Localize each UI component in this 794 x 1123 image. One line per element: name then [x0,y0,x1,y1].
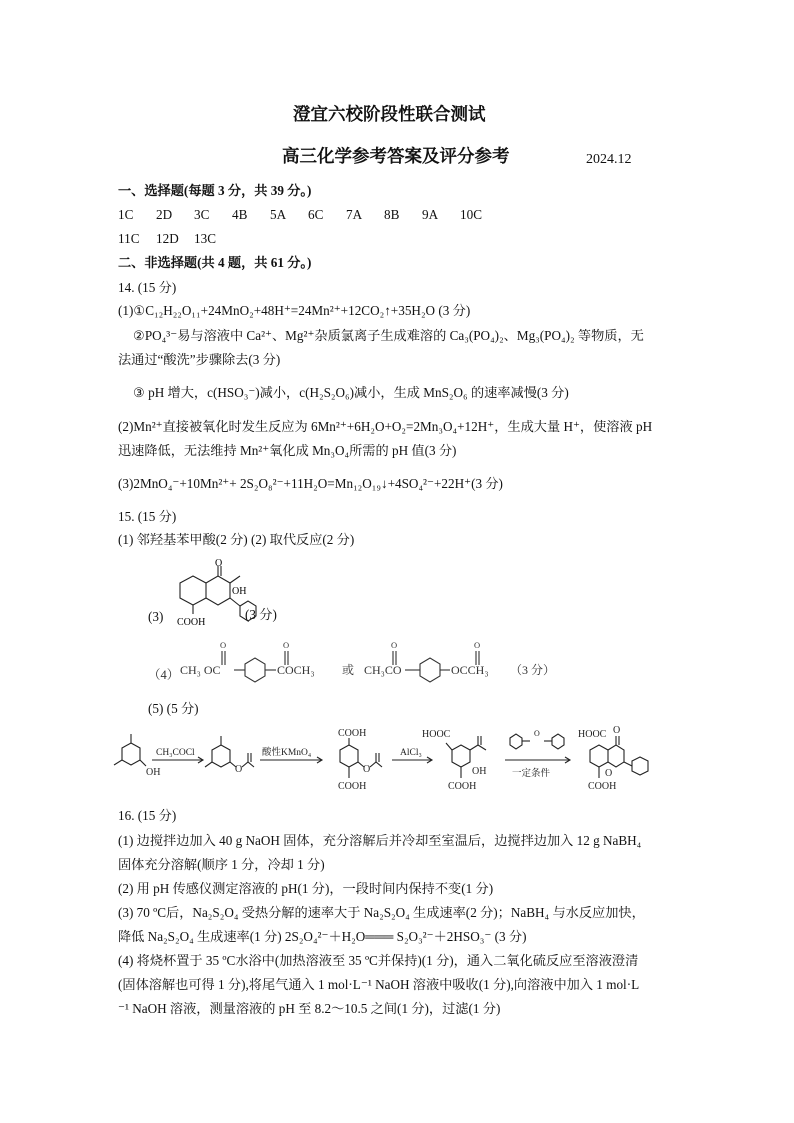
q16-line: (2) 用 pH 传感仪测定溶液的 pH(1 分)，一段时间内保持不变(1 分) [118,881,494,896]
q16-line: (3) 70 ºC后，Na₂S₂O₄ 受热分解的速率大于 Na₂S₂O₄ 生成速率(2 分)；NaBH₄ 与水反应加快， [118,905,645,920]
q15-part5-label: (5) (5 分) [148,701,199,716]
q14-line: ②PO₄³⁻易与溶液中 Ca²⁺、Mg²⁺杂质氯离子生成难溶的 Ca₃(PO₄)₂、Mg₃(PO₄)₂ 等物质，无 [133,328,644,343]
answer-item: 3C [194,207,210,222]
q16-line: (固体溶解也可得 1 分),将尾气通入 1 mol·L⁻¹ NaOH 溶液中吸收(1 分),向溶液中加入 1 mol·L [118,977,640,992]
answer-item: 6C [308,207,324,222]
q15-line: (1) 邻羟基苯甲酸(2 分) (2) 取代反应(2 分) [118,532,355,547]
ring-o-label: O [605,768,613,779]
answer-item: 2D [156,207,173,222]
reagent-condition: 一定条件 [512,769,551,779]
ester-o-label: O [363,764,371,775]
answer-item: 11C [118,231,140,246]
reactant-oh-label: OH [146,767,161,778]
q15-part3-label: (3) [148,609,164,624]
answer-row-1 [118,206,498,224]
date-label: 2024.12 [586,152,632,167]
q15-heading: 15. (15 分) [118,509,177,524]
q16-line: ⁻¹ NaOH 溶液，测量溶液的 pH 至 8.2～10.5 之间(1 分)，过滤(1 分) [118,1001,501,1016]
carbonyl-o-label: O [474,640,481,650]
answer-item: 13C [194,231,216,246]
ester-o-label: O [235,764,243,775]
page-subtitle: 高三化学参考答案及评分参考 [282,147,510,167]
cooh-label: COOH [338,728,367,739]
carbonyl-o-label: O [391,640,398,650]
ester-right-a: CH₃CO [364,663,402,677]
q15-part4-label: （4） [148,668,180,682]
structure-oh-label: OH [232,586,247,597]
answer-item: 8B [384,207,400,222]
diester-structures [180,636,600,692]
reagent-alcl3: AlCl₃ [400,748,422,758]
q14-line: 迅速降低，无法维持 Mn²⁺氧化成 Mn₃O₄所需的 pH 值(3 分) [118,443,457,458]
q14-line: (2)Mn²⁺直接被氧化时发生反应为 6Mn²⁺+6H₂O+O₂=2Mn₃O₄+12H⁺，生成大量 H⁺，使溶液 pH [118,419,653,434]
q16-line: (1) 边搅拌边加入 40 g NaOH 固体，充分溶解后并冷却至室温后，边搅拌边加入 12 g NaBH₄ [118,833,642,848]
answer-item: 7A [346,207,363,222]
answer-item: 4B [232,207,248,222]
structure-cooh-label: COOH [177,617,206,628]
q16-line: 固体充分溶解(顺序 1 分，冷却 1 分) [118,857,325,872]
section1-heading: 一、选择题(每题 3 分，共 39 分。) [118,183,312,198]
q14-heading: 14. (15 分) [118,280,177,295]
cooh-label: COOH [448,781,477,792]
synthesis-route [100,720,720,800]
ester-left-a: CH₃ OC [180,663,221,677]
q14-line: ③ pH 增大，c(HSO₃⁻)减小，c(H₂S₂O₆)减小，生成 MnS₂O₆ 的速率减慢(3 分) [133,385,569,400]
reagent-kmno4: 酸性KMnO₄ [262,748,312,758]
answer-item: 9A [422,207,439,222]
ester-right-b: OCCH₃ [451,663,489,677]
answer-item: 12D [156,231,179,246]
carbonyl-o-label: O [283,640,290,650]
q16-line: (4) 将烧杯置于 35 ºC水浴中(加热溶液至 35 ºC并保持)(1 分)，通入二氧化硫反应至溶液澄清 [118,953,639,968]
ring-o-label: O [613,725,621,736]
section2-heading: 二、非选择题(共 4 题，共 61 分。) [118,255,312,270]
cooh-label: COOH [338,781,367,792]
hooc-label: HOOC [422,729,451,740]
q14-line: 法通过“酸洗”步骤除去(3 分) [118,352,281,367]
q15-part3-score: (3 分) [245,607,277,622]
or-label: 或 [342,663,355,677]
answer-row-2 [118,230,232,248]
hooc-label: HOOC [578,729,607,740]
q14-line: (1)①C₁₂H₂₂O₁₁+24MnO₂+48H⁺=24Mn²⁺+12CO₂↑+35H₂O (3 分) [118,303,471,318]
q16-line: 降低 Na₂S₂O₄ 生成速率(1 分) 2S₂O₄²⁻＋H₂O═══ S₂O₃²⁻＋2HSO₃⁻ (3 分) [118,929,527,944]
cooh-label: COOH [588,781,617,792]
reagent-acetyl-chloride: CH₃COCl [156,748,195,758]
answer-item: 5A [270,207,287,222]
q16-heading: 16. (15 分) [118,808,177,823]
page-title: 澄宜六校阶段性联合测试 [293,105,486,125]
q15-part4-score: （3 分） [510,663,556,677]
structure-o-label: O [215,558,223,569]
carbonyl-o-label: O [220,640,227,650]
q14-line: (3)2MnO₄⁻+10Mn²⁺+ 2S₂O₈²⁻+11H₂O=Mn₁₂O₁₉↓+4SO₄²⁻+22H⁺(3 分) [118,476,503,491]
ester-left-b: COCH₃ [277,663,315,677]
reagent-anhydride-o-label: O [534,729,540,738]
answer-item: 10C [460,207,482,222]
answer-item: 1C [118,207,134,222]
oh-label: OH [472,766,487,777]
